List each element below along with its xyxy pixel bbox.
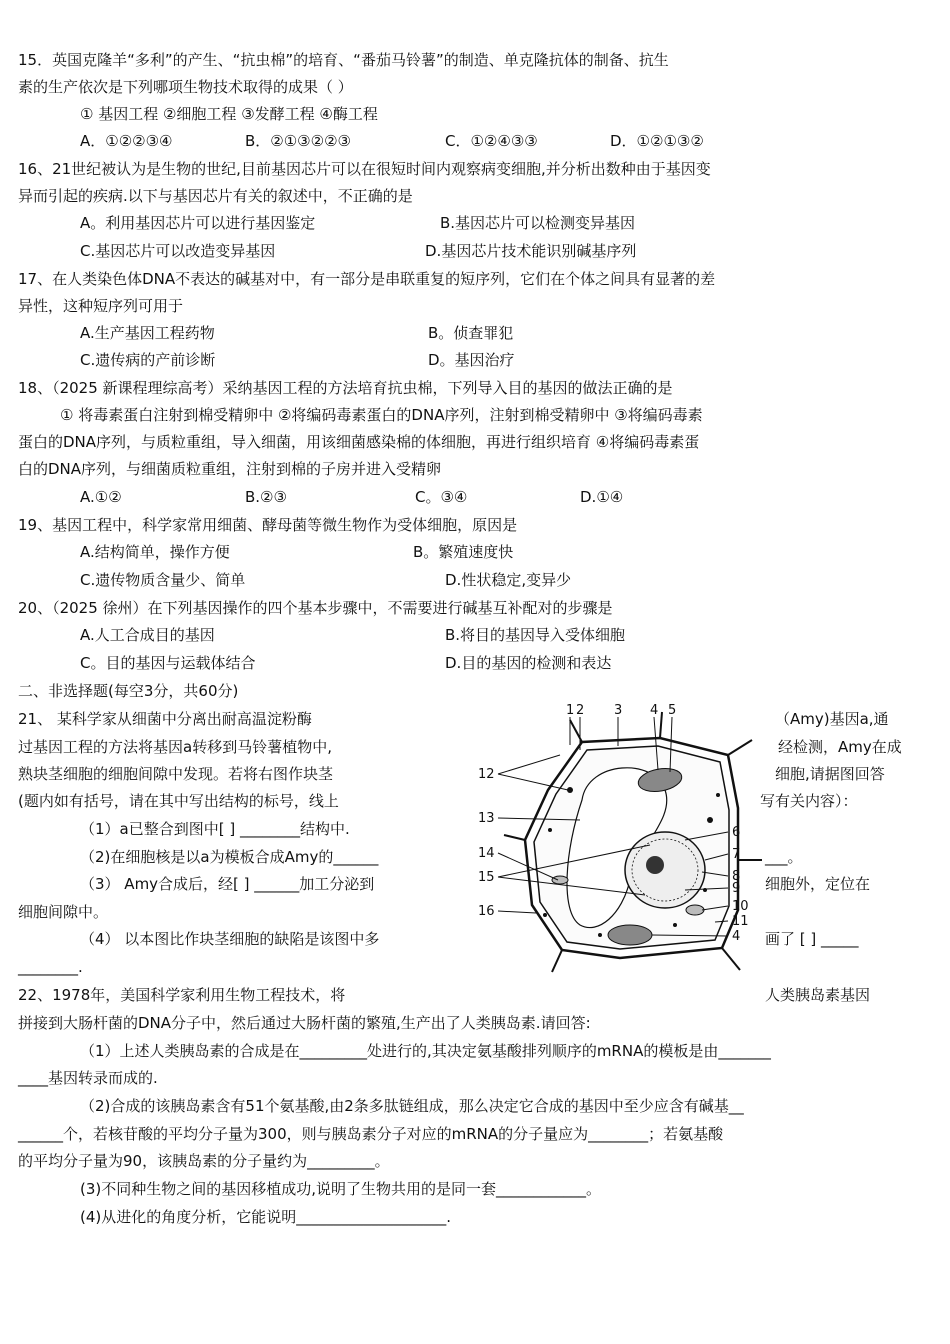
q17-option-c: C.遗传病的产前诊断 xyxy=(80,351,216,369)
q21-line4-right: 写有关内容）： xyxy=(760,792,858,810)
q21-line3-left: 熟块茎细胞的细胞间隙中发现。若将右图作块茎 xyxy=(18,765,334,783)
fig-label-2: 2 xyxy=(576,703,585,718)
plant-cell-figure xyxy=(470,700,770,975)
q22-part4: (4)从进化的角度分析，它能说明____________________. xyxy=(80,1208,452,1226)
plant-cell-diagram xyxy=(470,700,770,975)
q21-line1-left: 21、 某科学家从细菌中分离出耐高温淀粉酶 xyxy=(18,710,312,728)
q19-option-c: C.遗传物质含量少、简单 xyxy=(80,571,246,589)
q15-option-d: D．①②①③② xyxy=(610,132,704,150)
q21-part1: （1）a已整合到图中[ ] ________结构中. xyxy=(80,820,350,838)
q20-option-a: A.人工合成目的基因 xyxy=(80,626,215,644)
q21-line2-right: 经检测，Amy在成 xyxy=(778,738,902,756)
q22-part2-line3: 的平均分子量为90，该胰岛素的分子量约为_________。 xyxy=(18,1152,390,1170)
fig-label-16: 16 xyxy=(478,904,495,919)
q22-part1-line2: ____基因转录而成的. xyxy=(18,1069,158,1087)
fig-label-14: 14 xyxy=(478,846,495,861)
fig-label-15: 15 xyxy=(478,870,495,885)
q22-line1-right: 人类胰岛素基因 xyxy=(765,986,871,1004)
q19-stem: 19、基因工程中，科学家常用细菌、酵母菌等微生物作为受体细胞，原因是 xyxy=(18,516,518,534)
q21-part3-right: 细胞外，定位在 xyxy=(765,875,871,893)
fig-label-12: 12 xyxy=(478,767,495,782)
q22-line1-left: 22、1978年，美国科学家利用生物工程技术，将 xyxy=(18,986,346,1004)
q15-option-a: A．①②②③④ xyxy=(80,132,173,150)
q18-line4: 白的DNA序列，与细菌质粒重组，注射到棉的子房并进入受精卵 xyxy=(18,460,442,478)
q18-line3: 蛋白的DNA序列，与质粒重组，导入细菌，用该细菌感染棉的体细胞，再进行组织培育 ④将编码毒素蛋 xyxy=(18,433,700,451)
fig-label-3: 3 xyxy=(614,703,623,718)
q15-option-b: B．②①③②②③ xyxy=(245,132,351,150)
q22-part1-line1: （1）上述人类胰岛素的合成是在_________处进行的,其决定氨基酸排列顺序的mRNA的模板是由_______ xyxy=(80,1042,771,1060)
q20-option-b: B.将目的基因导入受体细胞 xyxy=(445,626,626,644)
q21-part2-right: ___。 xyxy=(765,848,803,866)
q19-option-d: D.性状稳定,变异少 xyxy=(445,571,572,589)
fig-label-10: 10 xyxy=(732,899,749,914)
q16-stem-line1: 16、21世纪被认为是生物的世纪,目前基因芯片可以在很短时间内观察病变细胞,并分析出数种由于基因变 xyxy=(18,160,711,178)
q22-line2: 拼接到大肠杆菌的DNA分子中，然后通过大肠杆菌的繁殖,生产出了人类胰岛素.请回答: xyxy=(18,1014,591,1032)
fig-label-4: 4 xyxy=(650,703,659,718)
q20-option-d: D.目的基因的检测和表达 xyxy=(445,654,612,672)
fig-label-8: 8 xyxy=(732,869,741,884)
fig-label-7: 7 xyxy=(732,847,741,862)
q21-part4-right: 画了 [ ] _____ xyxy=(765,930,859,948)
section-heading: 二、非选择题(每空3分，共60分) xyxy=(18,682,239,700)
fig-label-6: 6 xyxy=(732,825,741,840)
q21-line1-right: （Amy)基因a,通 xyxy=(775,710,889,728)
q21-part4-cont: ________. xyxy=(18,958,83,976)
q17-option-d: D。基因治疗 xyxy=(428,351,515,369)
q18-option-d: D.①④ xyxy=(580,488,624,506)
q17-stem-line2: 异性，这种短序列可用于 xyxy=(18,297,184,315)
q21-line2-left: 过基因工程的方法将基因a转移到马铃薯植物中, xyxy=(18,738,332,756)
q18-option-a: A.①② xyxy=(80,488,122,506)
q15-stem-line2: 素的生产依次是下列哪项生物技术取得的成果（ ） xyxy=(18,78,353,96)
q22-part3: (3)不同种生物之间的基因移植成功,说明了生物共用的是同一套____________。 xyxy=(80,1180,602,1198)
q20-option-c: C。目的基因与运载体结合 xyxy=(80,654,256,672)
q17-stem-line1: 17、在人类染色体DNA不表达的碱基对中，有一部分是串联重复的短序列，它们在个体之间具有显著的差 xyxy=(18,270,716,288)
q18-option-c: C。③④ xyxy=(415,488,468,506)
q21-part3-left: （3） Amy合成后，经[ ] ______加工分泌到 xyxy=(80,875,375,893)
q15-stem-line1: 15．英国克隆羊“多利”的产生、“抗虫棉”的培育、“番茄马铃薯”的制造、单克隆抗体的制备、抗生 xyxy=(18,51,669,69)
q19-option-b: B。繁殖速度快 xyxy=(413,543,514,561)
q18-option-b: B.②③ xyxy=(245,488,287,506)
q21-part2-left: （2)在细胞核是以a为模板合成Amy的______ xyxy=(80,848,379,866)
q21-line3-right: 细胞,请据图回答 xyxy=(775,765,885,783)
q15-items: ① 基因工程 ②细胞工程 ③发酵工程 ④酶工程 xyxy=(80,105,378,123)
q22-part2-line2: ______个，若核苷酸的平均分子量为300，则与胰岛素分子对应的mRNA的分子量应为________；若氨基酸 xyxy=(18,1125,724,1143)
fig-label-5: 5 xyxy=(668,703,677,718)
q17-option-b: B。侦查罪犯 xyxy=(428,324,514,342)
q18-stem: 18、（2025 新课程理综高考）采纳基因工程的方法培育抗虫棉，下列导入目的基因的做法正确的是 xyxy=(18,379,673,397)
fig-label-1: 1 xyxy=(566,703,575,718)
q15-option-c: C．①②④③③ xyxy=(445,132,538,150)
q16-option-a: A。利用基因芯片可以进行基因鉴定 xyxy=(80,214,316,232)
q16-option-b: B.基因芯片可以检测变异基因 xyxy=(440,214,636,232)
q17-option-a: A.生产基因工程药物 xyxy=(80,324,215,342)
fig-label-11: 11 xyxy=(732,914,749,929)
q16-option-d: D.基因芯片技术能识别碱基序列 xyxy=(425,242,637,260)
fig-label-9: 9 xyxy=(732,881,741,896)
q22-part2-line1: （2)合成的该胰岛素含有51个氨基酸,由2条多肽链组成，那么决定它合成的基因中至少应含有碱基__ xyxy=(80,1097,744,1115)
fig-label-13: 13 xyxy=(478,811,495,826)
fig-label-4b: 4 xyxy=(732,929,741,944)
q16-option-c: C.基因芯片可以改造变异基因 xyxy=(80,242,276,260)
q21-part4-left: （4） 以本图比作块茎细胞的缺陷是该图中多 xyxy=(80,930,380,948)
q21-part3-cont: 细胞间隙中。 xyxy=(18,903,109,921)
q16-stem-line2: 异而引起的疾病.以下与基因芯片有关的叙述中，不正确的是 xyxy=(18,187,413,205)
q18-line2: ① 将毒素蛋白注射到棉受精卵中 ②将编码毒素蛋白的DNA序列，注射到棉受精卵中 ③将编码毒素 xyxy=(60,406,703,424)
q19-option-a: A.结构简单，操作方便 xyxy=(80,543,230,561)
q21-line4-left: (题内如有括号，请在其中写出结构的标号，线上 xyxy=(18,792,339,810)
q20-stem: 20、（2025 徐州）在下列基因操作的四个基本步骤中，不需要进行碱基互补配对的步骤是 xyxy=(18,599,613,617)
